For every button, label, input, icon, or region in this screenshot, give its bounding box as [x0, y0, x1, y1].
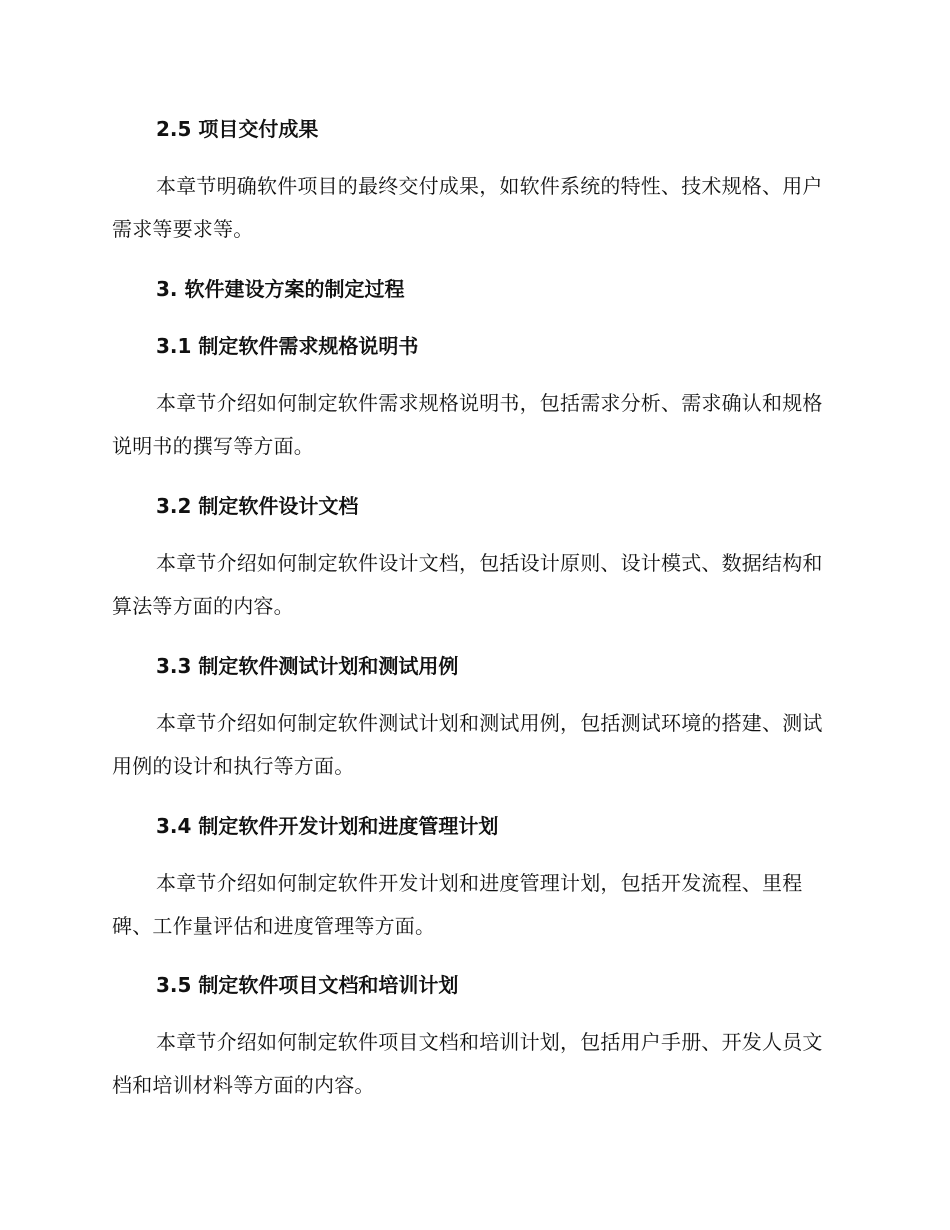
section-heading-3-1: 3.1 制定软件需求规格说明书: [156, 334, 419, 358]
section-heading-2-5: 2.5 项目交付成果: [156, 117, 319, 141]
section-paragraph-2-5: 本章节明确软件项目的最终交付成果，如软件系统的特性、技术规格、用户需求等要求等。: [112, 174, 823, 241]
section-paragraph-3-5: 本章节介绍如何制定软件项目文档和培训计划，包括用户手册、开发人员文档和培训材料等方面的内容。: [112, 1030, 823, 1097]
section-paragraph-3-1: 本章节介绍如何制定软件需求规格说明书，包括需求分析、需求确认和规格说明书的撰写等方面。: [112, 391, 823, 458]
section-heading-3-4: 3.4 制定软件开发计划和进度管理计划: [156, 814, 499, 838]
section-paragraph-3-2: 本章节介绍如何制定软件设计文档，包括设计原则、设计模式、数据结构和算法等方面的内容。: [112, 551, 823, 618]
section-heading-3-5: 3.5 制定软件项目文档和培训计划: [156, 973, 459, 997]
section-paragraph-3-4: 本章节介绍如何制定软件开发计划和进度管理计划，包括开发流程、里程碑、工作量评估和进度管理等方面。: [112, 871, 803, 938]
section-paragraph-3-3: 本章节介绍如何制定软件测试计划和测试用例，包括测试环境的搭建、测试用例的设计和执行等方面。: [112, 711, 823, 778]
section-heading-3-3: 3.3 制定软件测试计划和测试用例: [156, 654, 459, 678]
section-heading-3: 3. 软件建设方案的制定过程: [156, 277, 405, 301]
section-heading-3-2: 3.2 制定软件设计文档: [156, 494, 359, 518]
